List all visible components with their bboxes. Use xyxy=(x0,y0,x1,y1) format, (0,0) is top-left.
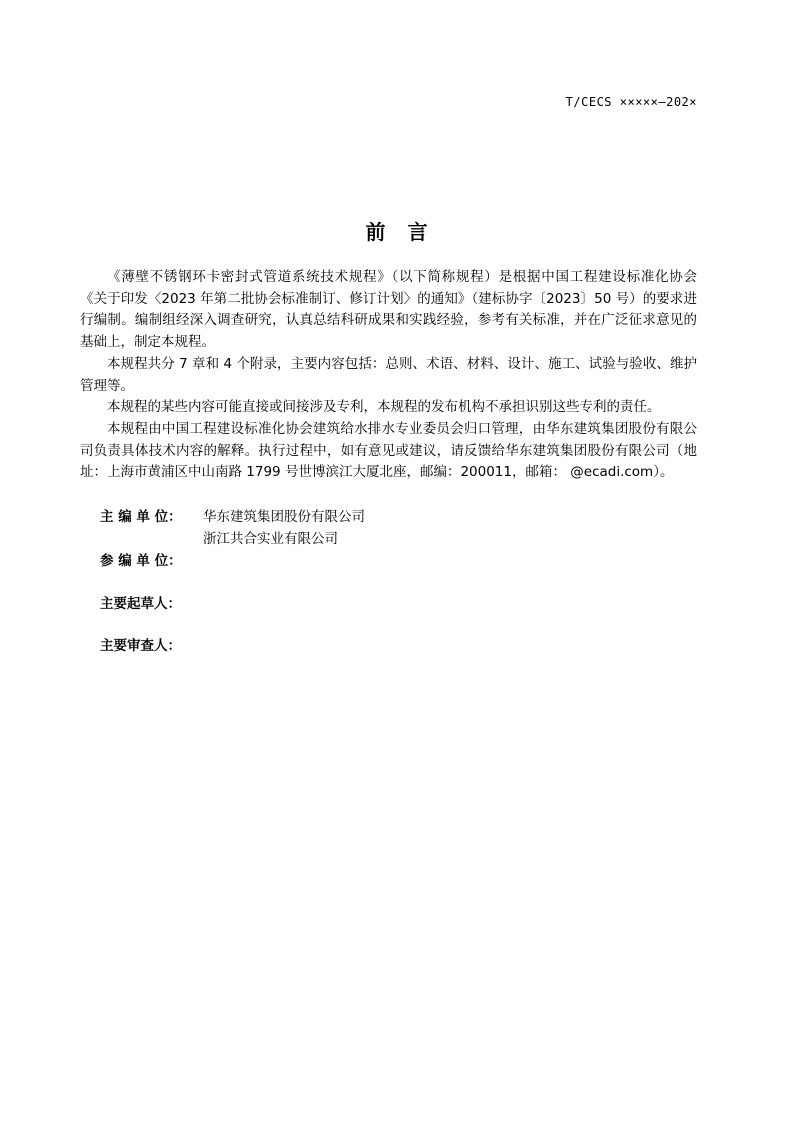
paragraph xyxy=(80,419,697,484)
paragraph-line: 址：上海市黄浦区中山南路 1799 号世博滨江大厦北座，邮编：200011，邮箱： @ecadi.com）。 xyxy=(80,464,674,481)
paragraph xyxy=(80,354,697,397)
participating-label-text: 参 编 单 位： xyxy=(100,553,182,569)
chief-editor-value-2: 浙江共合实业有限公司 xyxy=(203,531,338,547)
participating-label xyxy=(100,549,203,569)
paragraph xyxy=(80,267,697,354)
paragraph-line: 《薄壁不锈钢环卡密封式管道系统技术规程》（以下简称规程）是根据中国工程建设标准化协会 xyxy=(107,269,697,285)
preface-body xyxy=(80,267,697,484)
drafters-label-text: 主要起草人： xyxy=(100,596,181,612)
paragraph-line: 司负责具体技术内容的解释。执行过程中，如有意见或建议，请反馈给华东建筑集团股份有限公司（地 xyxy=(80,442,697,459)
reviewers-label-text: 主要审查人： xyxy=(100,638,181,654)
chief-editor-value: 华东建筑集团股份有限公司 xyxy=(203,509,365,525)
chief-editor-label: 主 编 单 位： xyxy=(100,509,182,525)
paragraph-line: 基础上，制定本规程。 xyxy=(80,334,215,351)
paragraph xyxy=(80,397,697,419)
paragraph-line: 《关于印发〈2023 年第二批协会标准制订、修订计划〉的通知》（建标协字〔2023〕50 号）的要求进 xyxy=(80,290,697,307)
paragraph-line: 管理等。 xyxy=(80,377,134,394)
drafters-label xyxy=(100,592,203,612)
standard-code: T/CECS ×××××—202× xyxy=(565,95,697,109)
paragraph-line: 本规程的某些内容可能直接或间接涉及专利，本规程的发布机构不承担识别这些专利的责任。 xyxy=(107,399,661,416)
reviewers-label xyxy=(100,634,203,654)
paragraph-line: 行编制。编制组经深入调查研究，认真总结科研成果和实践经验，参考有关标准，并在广泛征求意见的 xyxy=(80,312,697,329)
paragraph-line: 本规程共分 7 章和 4 个附录，主要内容包括：总则、术语、材料、设计、施工、试验与验收、维护 xyxy=(107,355,697,372)
page-title: 前言 xyxy=(365,220,450,244)
chief-editor-row xyxy=(100,505,365,525)
paragraph-line: 本规程由中国工程建设标准化协会建筑给水排水专业委员会归口管理，由华东建筑集团股份有限公 xyxy=(107,420,697,437)
